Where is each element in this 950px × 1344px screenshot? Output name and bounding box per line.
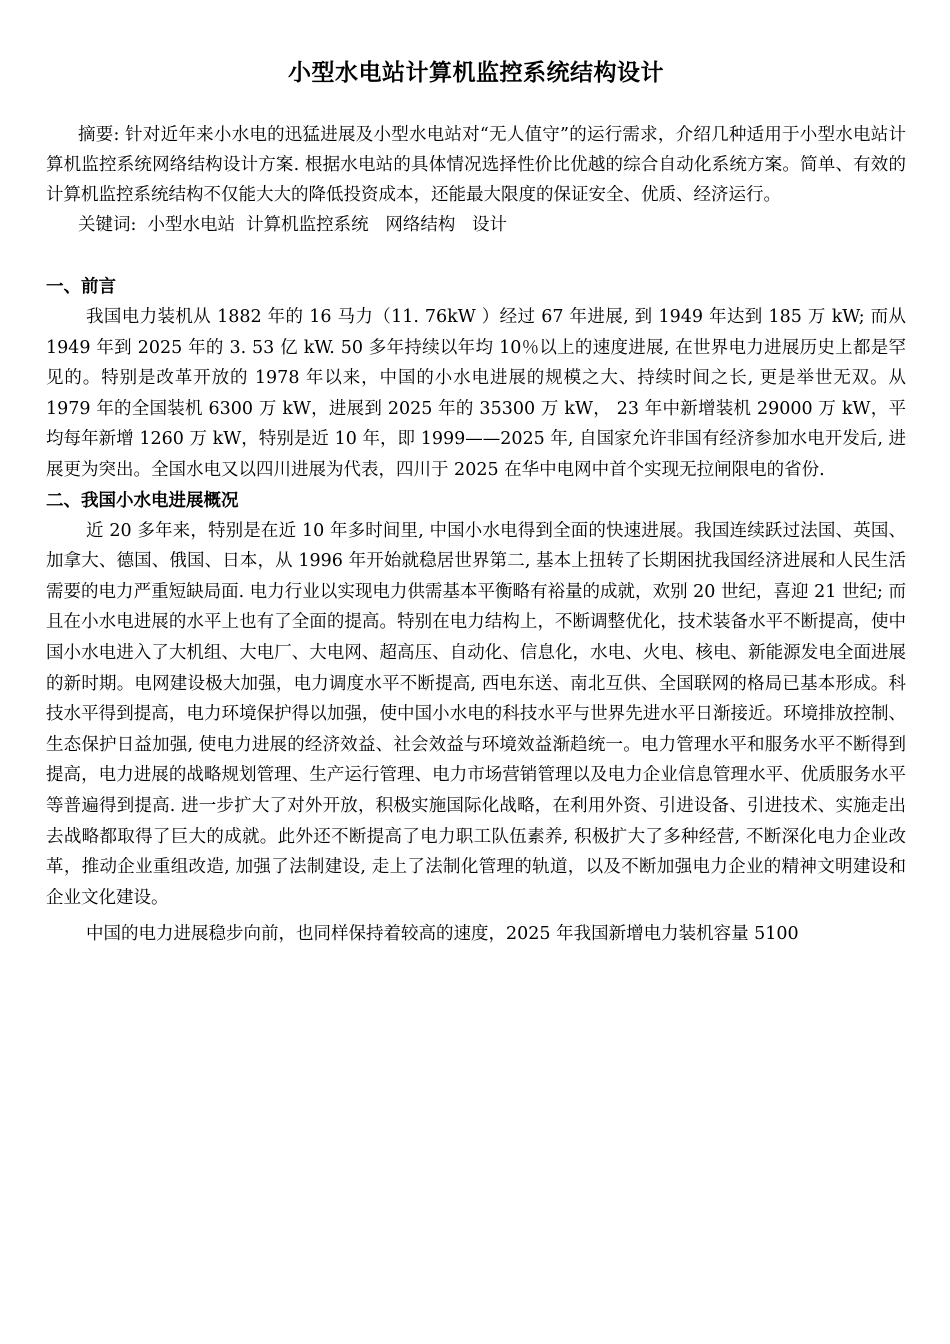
section-heading-introduction: 一、前言 [46,277,116,297]
document-title: 小型水电站计算机监控系统结构设计 [288,60,664,86]
abstract-paragraph: 摘要: 针对近年来小水电的迅猛进展及小型水电站对“无人值守”的运行需求，介绍几种适用于小型水电站计算机监控系统网络结构设计方案. 根据水电站的具体情况选择性价比优越的综合自动化系统方案。简单、有效的计算机监控系统结构不仅能大大的降低投资成本，还能最大限度的保证安全、优质、经济运行。 [46,125,906,205]
document-page [46,56,906,950]
body-paragraph: 近 20 多年来，特别是在近 10 年多时间里, 中国小水电得到全面的快速进展。我国连续跃过法国、英国、加拿大、德国、俄国、日本，从 1996 年开始就稳居世界第二, 基本上扭转了长期困扰我国经济进展和人民生活需要的电力严重短缺局面. 电力行业以实现电力供需基本平衡略有裕量的成就，欢别 20 世纪，喜迎 21 世纪; 而且在小水电进展的水平上也有了全面的提高。特别在电力结构上，不断调整优化，技术装备水平不断提高，使中国小水电进入了大机组、大电厂、大电网、超高压、自动化、信息化，水电、火电、核电、新能源发电全面进展的新时期。电网建设极大加强，电力调度水平不断提高, 西电东送、南北互供、全国联网的格局已基本形成。科技水平得到提高，电力环境保护得以加强，使中国小水电的科技水平与世界先进水平日渐接近。环境排放控制、生态保护日益加强, 使电力进展的经济效益、社会效益与环境效益渐趋统一。电力管理水平和服务水平不断得到提高，电力进展的战略规划管理、生产运行管理、电力市场营销管理以及电力企业信息管理水平、优质服务水平等普遍得到提高. 进一步扩大了对外开放，积极实施国际化战略，在利用外资、引进设备、引进技术、实施走出去战略都取得了巨大的成就。此外还不断提高了电力职工队伍素养, 积极扩大了多种经营, 不断深化电力企业改革，推动企业重组改造, 加强了法制建设, 走上了法制化管理的轨道，以及不断加强电力企业的精神文明建设和企业文化建设。 [46,520,906,908]
body-paragraph: 我国电力装机从 1882 年的 16 马力（11. 76kW ）经过 67 年进展, 到 1949 年达到 185 万 kW; 而从 1949 年到 2025 年的 3. 53 亿 kW. 50 多年持续以年均 10％以上的速度进展, 在世界电力进展历史上都是罕见的。特别是改革开放的 1978 年以来，中国的小水电进展的规模之大、持续时间之长, 更是举世无双。从 1979 年的全国装机 6300 万 kW，进展到 2025 年的 35300 万 kW， 23 年中新增装机 29000 万 kW，平均每年新增 1260 万 kW，特别是近 10 年，即 1999——2025 年, 自国家允许非国有经济参加水电开发后, 进展更为突出。全国水电又以四川进展为代表，四川于 2025 在华中电网中首个实现无拉闸限电的省份. [46,307,906,480]
body-paragraph: 中国的电力进展稳步向前，也同样保持着较高的速度，2025 年我国新增电力装机容量 5100 [86,924,799,945]
section-heading-overview: 二、我国小水电进展概况 [46,490,239,511]
keywords-line: 关键词: 小型水电站 计算机监控系统 网络结构 设计 [78,215,508,235]
